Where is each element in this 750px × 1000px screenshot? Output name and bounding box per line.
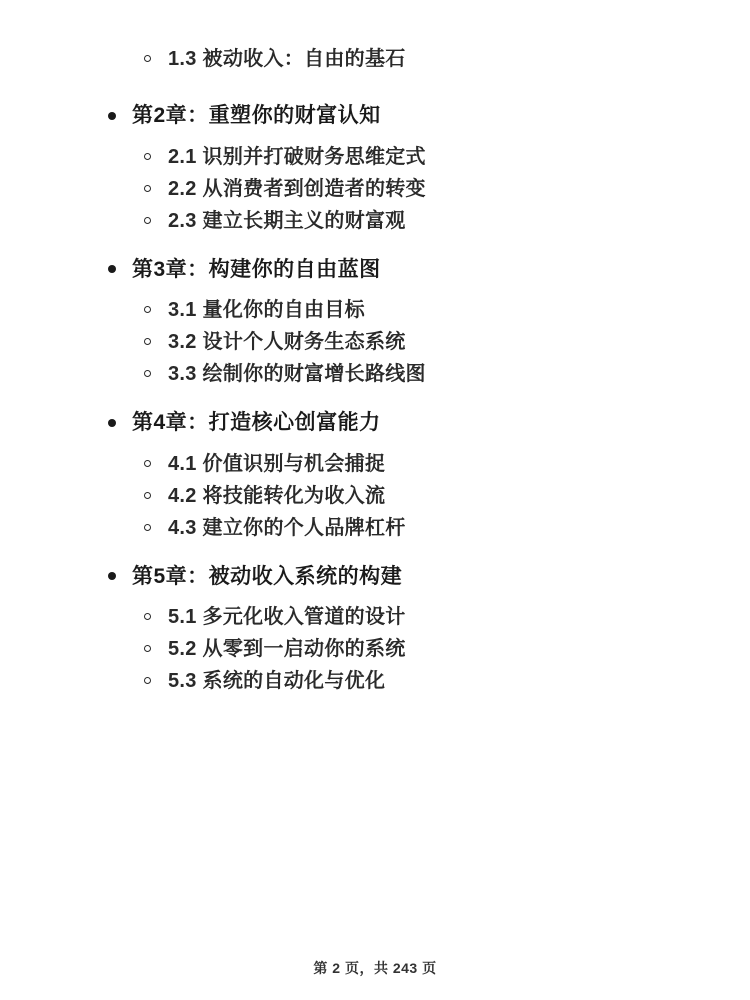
toc-section-item[interactable]: [60, 174, 690, 204]
toc-chapter-label: 第3章：构建你的自由蓝图: [132, 257, 381, 281]
toc-chapter-block: [60, 407, 690, 543]
toc-section-label: 3.3 绘制你的财富增长路线图: [168, 363, 426, 385]
toc-chapter-label: 第4章：打造核心创富能力: [132, 411, 381, 434]
toc-section-label: 5.1 多元化收入管道的设计: [168, 606, 406, 628]
toc-chapter-block: [60, 561, 690, 697]
toc-section-item[interactable]: [60, 359, 690, 389]
toc-section-label: 3.1 量化你的自由目标: [168, 299, 365, 321]
toc-section-item[interactable]: [60, 449, 690, 479]
toc-section-label: 2.3 建立长期主义的财富观: [168, 209, 406, 232]
toc-section-label: 1.3 被动收入：自由的基石: [168, 48, 406, 70]
toc-section-label: 2.2 从消费者到创造者的转变: [168, 177, 426, 200]
toc-chapter-block: [60, 100, 690, 236]
toc-section-group: [60, 295, 690, 389]
toc-chapter-label: 第5章：被动收入系统的构建: [132, 564, 403, 588]
toc-chapter-label: 第2章：重塑你的财富认知: [132, 104, 381, 127]
circle-outline-bullet-icon: [144, 370, 151, 377]
circle-outline-bullet-icon: [144, 55, 151, 62]
toc-section-item[interactable]: [60, 666, 690, 696]
toc-section-item[interactable]: [60, 44, 690, 74]
toc-section-label: 4.3 建立你的个人品牌杠杆: [168, 516, 406, 539]
circle-filled-bullet-icon: [108, 572, 116, 580]
circle-outline-bullet-icon: [144, 338, 151, 345]
toc-section-group: [60, 142, 690, 236]
toc-section-label: 5.2 从零到一启动你的系统: [168, 638, 406, 660]
toc-section-label: 2.1 识别并打破财务思维定式: [168, 145, 426, 168]
toc-section-label: 4.1 价值识别与机会捕捉: [168, 452, 386, 475]
toc-section-item[interactable]: [60, 602, 690, 632]
toc-section-item[interactable]: [60, 481, 690, 511]
circle-outline-bullet-icon: [144, 613, 151, 620]
toc-section-item[interactable]: [60, 206, 690, 236]
toc-section-item[interactable]: [60, 327, 690, 357]
toc-section-group: [60, 449, 690, 543]
circle-outline-bullet-icon: [144, 492, 151, 499]
circle-outline-bullet-icon: [144, 524, 151, 531]
toc-chapter-item[interactable]: [60, 561, 690, 593]
circle-outline-bullet-icon: [144, 460, 151, 467]
circle-outline-bullet-icon: [144, 677, 151, 684]
toc-section-item[interactable]: [60, 295, 690, 325]
toc-chapter-item[interactable]: [60, 254, 690, 286]
circle-filled-bullet-icon: [108, 265, 116, 273]
toc-section-group: [60, 602, 690, 696]
circle-outline-bullet-icon: [144, 645, 151, 652]
toc-chapter-item[interactable]: [60, 100, 690, 132]
toc-section-label: 5.3 系统的自动化与优化: [168, 670, 386, 692]
circle-outline-bullet-icon: [144, 185, 151, 192]
toc-section-item[interactable]: [60, 142, 690, 172]
toc-chapter-block: [60, 254, 690, 390]
circle-filled-bullet-icon: [108, 419, 116, 427]
circle-outline-bullet-icon: [144, 217, 151, 224]
toc-section-item[interactable]: [60, 634, 690, 664]
circle-filled-bullet-icon: [108, 112, 116, 120]
circle-outline-bullet-icon: [144, 306, 151, 313]
toc-chapter-item[interactable]: [60, 407, 690, 439]
toc-section-label: 4.2 将技能转化为收入流: [168, 484, 386, 507]
circle-outline-bullet-icon: [144, 153, 151, 160]
page-footer: 第 2 页，共 243 页: [313, 960, 437, 976]
toc-section-label: 3.2 设计个人财务生态系统: [168, 331, 406, 353]
table-of-contents: [60, 44, 690, 696]
toc-section-item[interactable]: [60, 513, 690, 543]
